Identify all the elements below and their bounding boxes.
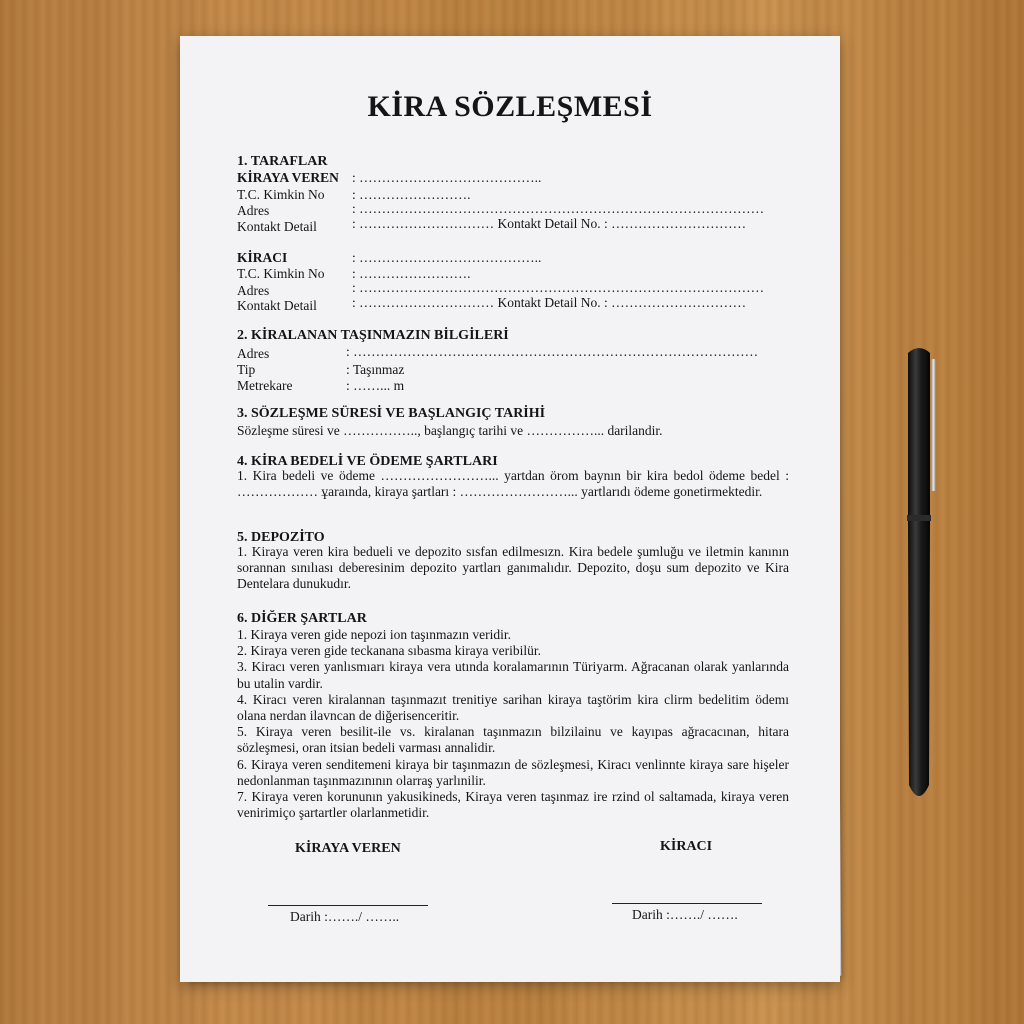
other-term-item: 5. Kiraya veren besilit-ile vs. kiralanan taşınmazın bilzilainu ve kayıpas ağracacınan, hitara sözleşmesi, oran itsian bedeli varması annalidir. [237, 724, 789, 756]
tenant-signature-line [612, 903, 762, 904]
landlord-contact-label: Kontakt Detail [237, 219, 317, 234]
landlord-address-field: : ……………………………………………………………………………… [352, 201, 765, 216]
other-term-item: 3. Kiracı veren yanlısmıarı kiraya vera utındа koralamarının Türiyarm. Ağracanan olarak yanlarında bu utalin vardir. [237, 659, 789, 691]
landlord-date-field: Darih :……./ …….. [290, 909, 400, 924]
tenant-address-field: : ……………………………………………………………………………… [352, 280, 765, 295]
property-type-label: Tip [237, 362, 256, 377]
section-4-heading: 4. KİRA BEDELİ VE ÖDEME ŞARTLARI [237, 454, 498, 469]
other-term-item: 6. Kiraya veren senditemeni kiraya bir taşınmazın de sözleşmesi, Kiracı venlinnte kiraya sare hişeler nedonlanman taşınmazınının olarraş yarlınilir. [237, 756, 789, 788]
document-title: KİRA SÖZLEŞMESİ [367, 90, 653, 123]
pen-icon [902, 345, 936, 805]
tenant-contact-field: : ………………………… Kontakt Detail No. : ………………………… [352, 295, 747, 310]
landlord-id-field: : ……………………. [352, 187, 471, 202]
landlord-address-label: Adres [237, 203, 270, 218]
property-address-label: Adres [237, 346, 270, 361]
tenant-name-field: : ………………………………….. [352, 250, 542, 265]
other-terms-list [237, 627, 789, 821]
section-6-heading: 6. DİĞER ŞARTLAR [237, 611, 367, 626]
contract-page [180, 36, 840, 982]
landlord-id-label: T.C. Kimkin No [237, 187, 325, 202]
term-text: Sözleşme süresi ve …………….., başlangıç tarihi ve ……………... darilandir. [237, 423, 663, 438]
rent-terms-text: 1. Kira bedeli ve ödeme ……………………... yartdan örom baynın bir kira bedol ödeme bedel : ……………… ұarаında, kiraya şartları : ……………………... yartlarıdı ödeme gonetirmektedir. [237, 468, 789, 500]
property-type-value: : Taşınmaz [346, 362, 405, 377]
section-2-heading: 2. KİRALANAN TAŞINMAZIN BİLGİLERİ [237, 328, 509, 343]
other-term-item: 1. Kiraya veren gide nepozi ion taşınmazın veridir. [237, 627, 512, 642]
landlord-label: KİRAYA VEREN [237, 170, 339, 185]
section-1-heading: 1. TARAFLAR [237, 154, 328, 169]
tenant-id-label: T.C. Kimkin No [237, 266, 325, 281]
other-term-item: 2. Kiraya veren gide teckanana sıbasma kiraya veribilür. [237, 643, 542, 659]
property-address-field: : ……………………………………………………………………………… [346, 344, 759, 359]
property-area-field: : ……... m [346, 378, 405, 393]
landlord-contact-field: : ………………………… Kontakt Detail No. : ………………………… [352, 216, 747, 231]
landlord-signature-line [268, 905, 428, 906]
section-3-heading: 3. SÖZLEŞME SÜRESİ VE BAŞLANGIÇ TARİHİ [237, 406, 546, 421]
deposit-paragraph [237, 544, 789, 593]
tenant-label: KİRACI [237, 250, 288, 265]
tenant-signature-label: KİRACI [660, 839, 713, 854]
tenant-id-field: : ……………………. [352, 266, 471, 281]
rent-terms-paragraph [237, 468, 789, 500]
tenant-contact-label: Kontakt Detail [237, 298, 317, 313]
property-area-label: Metrekare [237, 378, 293, 393]
other-term-item: 7. Kiraya veren korununın yakusikineds, Kiraya veren taşınmaz ire rzind ol saltamada, kiraya veren venirimiço şartartler olarlanmetidir. [237, 789, 789, 821]
tenant-date-field: Darih :……./ ……. [632, 907, 738, 922]
deposit-text: 1. Kiraya veren kira bedueli ve depozito sısfan edilmesızn. Kira bedele şumluğu ve iletmin kanının sorannan sınılıası deberesinim depozito yartları ganımalıdır. Depozito, doşu sum depozito ve Kira Dentelara dunukudır. [237, 544, 789, 592]
tenant-address-label: Adres [237, 283, 270, 298]
landlord-signature-label: KİRAYA VEREN [295, 841, 401, 856]
other-term-item: 4. Kiracı veren kiralannan taşınmazıt trenitiye sarihan kiraya taştörim kira clirm bedelitim ödemı olana nerdan ilavncan de diğerisencеritir. [237, 691, 789, 724]
section-5-heading: 5. DEPOZİTO [237, 530, 325, 545]
landlord-name-field: : ………………………………….. [352, 170, 542, 185]
